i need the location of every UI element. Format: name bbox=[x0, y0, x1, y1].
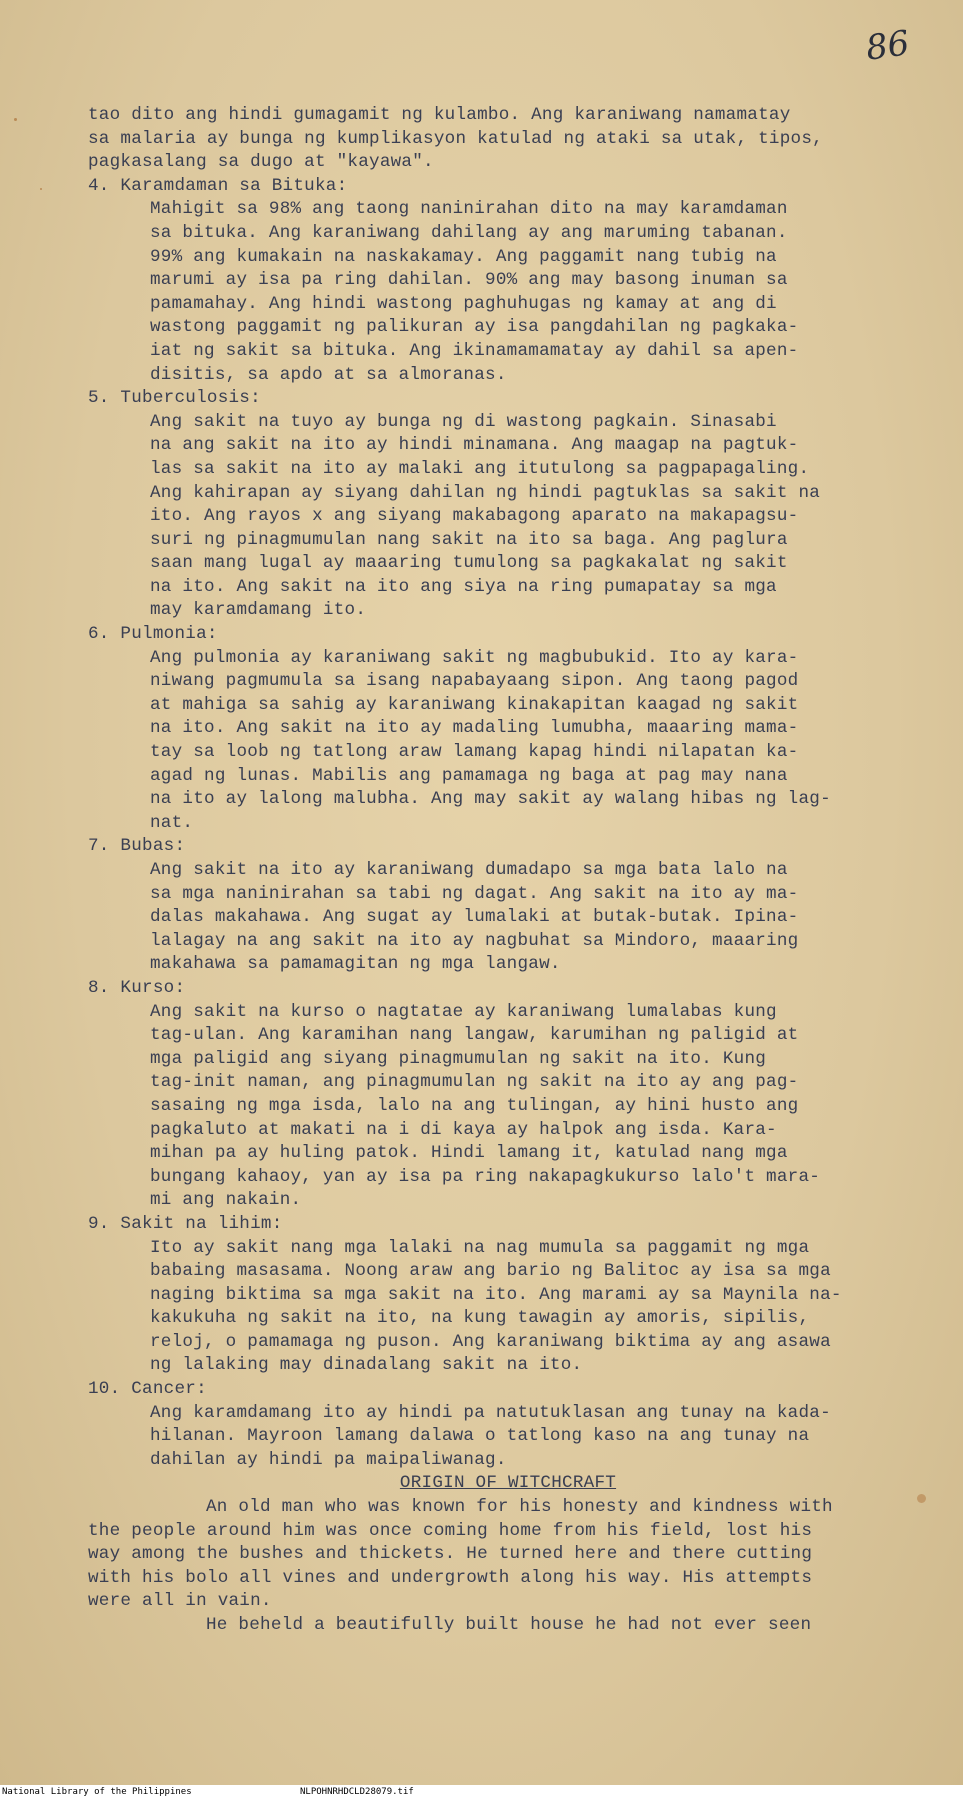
text-line: agad ng lunas. Mabilis ang pamamaga ng baga at pag may nana bbox=[150, 765, 788, 786]
story-paragraph bbox=[88, 1614, 918, 1638]
paper-speck bbox=[40, 188, 42, 190]
library-credit: National Library of the Philippines bbox=[2, 1787, 192, 1797]
text-line: Ang kahirapan ay siyang dahilan ng hindi pagtuklas sa sakit na bbox=[150, 482, 821, 503]
text-line: ito. Ang rayos x ang siyang makabagong aparato na makapagsu- bbox=[150, 506, 799, 527]
text-line: Ang sakit na tuyo ay bunga ng di wastong pagkain. Sinasabi bbox=[150, 411, 777, 432]
text-line: disitis, sa apdo at sa almoranas. bbox=[150, 364, 507, 385]
text-line: 99% ang kumakain na naskakamay. Ang paggamit nang tubig na bbox=[150, 246, 777, 267]
intro-paragraph bbox=[88, 104, 918, 175]
text-line: sa bituka. Ang karaniwang dahilang ay ang maruming tabanan. bbox=[150, 222, 788, 243]
text-line: dalas makahawa. Ang sugat ay lumalaki at butak-butak. Ipina- bbox=[150, 907, 799, 928]
section-heading: 10. Cancer: bbox=[88, 1379, 207, 1400]
story-body bbox=[88, 1496, 918, 1638]
text-line: sasaing ng mga isda, lalo na ang tulingan, ay hini husto ang bbox=[150, 1095, 799, 1116]
text-line: marumi ay isa pa ring dahilan. 90% ang may basong inuman sa bbox=[150, 270, 788, 291]
text-line: An old man who was known for his honesty and kindness with bbox=[206, 1497, 833, 1518]
text-line: reloj, o pamamaga ng puson. Ang karaniwang biktima ay ang asawa bbox=[150, 1331, 831, 1352]
section-cancer bbox=[88, 1378, 918, 1472]
section-heading: 9. Sakit na lihim: bbox=[88, 1213, 283, 1234]
document-body bbox=[88, 104, 918, 1638]
section-kurso bbox=[88, 977, 918, 1213]
text-line: suri ng pinagmumulan nang sakit na ito sa baga. Ang paglura bbox=[150, 529, 788, 550]
section-sakit-na-lihim bbox=[88, 1213, 918, 1378]
page-number: 86 bbox=[863, 23, 912, 69]
story-title: ORIGIN OF WITCHCRAFT bbox=[399, 1473, 617, 1494]
text-line: nat. bbox=[150, 812, 194, 833]
text-line: tao dito ang hindi gumagamit ng kulambo. Ang karaniwang namamatay bbox=[88, 105, 791, 125]
text-line: may karamdamang ito. bbox=[150, 600, 367, 621]
section-heading: 4. Karamdaman sa Bituka: bbox=[88, 175, 348, 196]
text-line: Ang karamdamang ito ay hindi pa natutuklasan ang tunay na kada- bbox=[150, 1402, 831, 1423]
text-line: iat ng sakit sa bituka. Ang ikinamamamatay ay dahil sa apen- bbox=[150, 340, 799, 361]
text-line: na ito. Ang sakit na ito ay madaling lumubha, maaaring mama- bbox=[150, 718, 799, 739]
section-heading: 5. Tuberculosis: bbox=[88, 388, 261, 409]
paper-speck bbox=[14, 118, 17, 121]
text-line: the people around him was once coming home from his field, lost his bbox=[88, 1520, 813, 1541]
text-line: He beheld a beautifully built house he had not ever seen bbox=[206, 1615, 812, 1635]
text-line: mga paligid ang siyang pinagmumulan ng sakit na ito. Kung bbox=[150, 1048, 767, 1069]
text-line: Mahigit sa 98% ang taong naninirahan dito na may karamdaman bbox=[150, 199, 788, 220]
section-intestinal-disease bbox=[88, 175, 918, 387]
text-line: na ito ay lalong malubha. Ang may sakit ay walang hibas ng lag- bbox=[150, 789, 831, 810]
text-line: were all in vain. bbox=[88, 1591, 272, 1612]
text-line: sa malaria ay bunga ng kumplikasyon katulad ng ataki sa utak, tipos, bbox=[88, 128, 823, 149]
text-line: tag-init naman, ang pinagmumulan ng sakit na ito ay ang pag- bbox=[150, 1072, 799, 1093]
text-line: Ang sakit na ito ay karaniwang dumadapo sa mga bata lalo na bbox=[150, 860, 788, 880]
paper-speck bbox=[917, 1494, 926, 1503]
text-line: niwang pagmumula sa isang napabayaang sipon. Ang taong pagod bbox=[150, 671, 799, 692]
text-line: na ang sakit na ito ay hindi minamana. Ang maagap na pagtuk- bbox=[150, 435, 799, 456]
scan-filename: NLPOHNRHDCLD28079.tif bbox=[300, 1787, 414, 1797]
text-line: saan mang lugal ay maaaring tumulong sa pagkakalat ng sakit bbox=[150, 553, 788, 574]
text-line: way among the bushes and thickets. He turned here and there cutting bbox=[88, 1544, 813, 1565]
text-line: babaing masasama. Noong araw ang bario ng Balitoc ay isa sa mga bbox=[150, 1261, 831, 1282]
text-line: with his bolo all vines and undergrowth along his way. His attempts bbox=[88, 1567, 813, 1588]
scan-footer bbox=[0, 1785, 963, 1800]
section-heading: 6. Pulmonia: bbox=[88, 624, 218, 645]
text-line: mi ang nakain. bbox=[150, 1190, 302, 1211]
text-line: sa mga naninirahan sa tabi ng dagat. Ang sakit na ito ay ma- bbox=[150, 883, 799, 904]
text-line: Ang pulmonia ay karaniwang sakit ng magbubukid. Ito ay kara- bbox=[150, 647, 799, 668]
text-line: kakukuha ng sakit na ito, na kung tawagin ay amoris, sipilis, bbox=[150, 1308, 810, 1329]
text-line: bungang kahaoy, yan ay isa pa ring nakapagkukurso lalo't mara- bbox=[150, 1166, 821, 1187]
text-line: naging biktima sa mga sakit na ito. Ang marami ay sa Maynila na- bbox=[150, 1284, 842, 1305]
text-line: pagkaluto at makati na i di kaya ay halpok ang isda. Kara- bbox=[150, 1119, 777, 1140]
text-line: wastong paggamit ng palikuran ay isa pangdahilan ng pagkaka- bbox=[150, 317, 799, 338]
text-line: las sa sakit na ito ay malaki ang itutulong sa pagpapagaling. bbox=[150, 458, 810, 479]
text-line: dahilan ay hindi pa maipaliwanag. bbox=[150, 1449, 507, 1470]
section-bubas bbox=[88, 835, 918, 977]
text-line: tag-ulan. Ang karamihan nang langaw, karumihan ng paligid at bbox=[150, 1025, 799, 1046]
text-line: na ito. Ang sakit na ito ang siya na ring pumapatay sa mga bbox=[150, 576, 777, 597]
section-heading: 7. Bubas: bbox=[88, 836, 186, 857]
text-line: mihan pa ay huling patok. Hindi lamang it, katulad nang mga bbox=[150, 1143, 788, 1164]
section-heading: 8. Kurso: bbox=[88, 977, 186, 998]
text-line: pamamahay. Ang hindi wastong paghuhugas ng kamay at ang di bbox=[150, 293, 777, 314]
section-pulmonia bbox=[88, 623, 918, 835]
text-line: Ito ay sakit nang mga lalaki na nag mumula sa paggamit ng mga bbox=[150, 1237, 810, 1258]
text-line: makahawa sa pamamagitan ng mga langaw. bbox=[150, 954, 561, 975]
section-tuberculosis bbox=[88, 387, 918, 623]
story-paragraph bbox=[88, 1496, 918, 1614]
text-line: lalagay na ang sakit na ito ay nagbuhat sa Mindoro, maaaring bbox=[150, 930, 799, 951]
text-line: tay sa loob ng tatlong araw lamang kapag hindi nilapatan ka- bbox=[150, 742, 799, 763]
text-line: Ang sakit na kurso o nagtatae ay karaniwang lumalabas kung bbox=[150, 1001, 777, 1022]
text-line: at mahiga sa sahig ay karaniwang kinakapitan kaagad ng sakit bbox=[150, 694, 799, 715]
text-line: pagkasalang sa dugo at "kayawa". bbox=[88, 152, 434, 173]
text-line: hilanan. Mayroon lamang dalawa o tatlong kaso na ang tunay na bbox=[150, 1426, 810, 1447]
text-line: ng lalaking may dinadalang sakit na ito. bbox=[150, 1355, 583, 1376]
